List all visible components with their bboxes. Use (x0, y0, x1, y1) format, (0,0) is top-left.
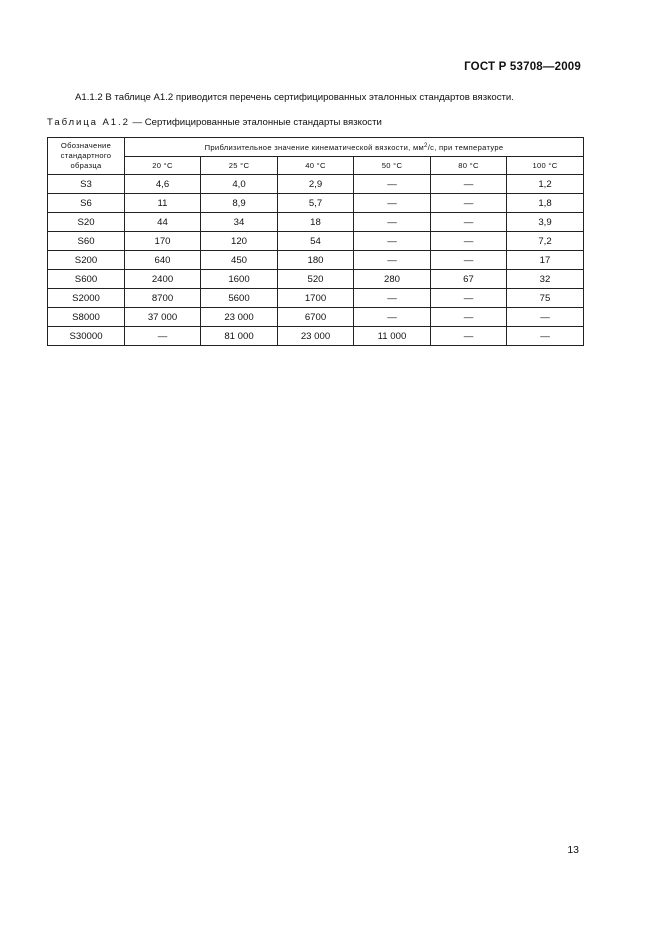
viscosity-value-cell: 2,9 (278, 175, 354, 194)
sample-name-cell: S3 (48, 175, 125, 194)
viscosity-value-cell: 4,0 (201, 175, 278, 194)
viscosity-value-cell: 280 (354, 270, 431, 289)
page-number: 13 (567, 844, 579, 856)
viscosity-value-cell: — (125, 327, 201, 346)
sample-name-cell: S200 (48, 251, 125, 270)
temperature-header: 100 °С (507, 157, 584, 175)
table-row (48, 213, 584, 232)
viscosity-value-cell: — (431, 194, 507, 213)
viscosity-value-cell: 1,2 (507, 175, 584, 194)
table-caption (47, 117, 382, 128)
viscosity-value-cell: — (431, 213, 507, 232)
table-caption-label: Таблица А1.2 (47, 117, 130, 128)
viscosity-value-cell: — (354, 232, 431, 251)
viscosity-value-cell: 520 (278, 270, 354, 289)
viscosity-value-cell: — (354, 251, 431, 270)
viscosity-value-cell: — (431, 327, 507, 346)
sample-name-cell: S60 (48, 232, 125, 251)
sample-designation-header (48, 138, 125, 175)
viscosity-value-cell: 32 (507, 270, 584, 289)
viscosity-value-cell: 7,2 (507, 232, 584, 251)
viscosity-value-cell: — (354, 175, 431, 194)
table-row (48, 270, 584, 289)
viscosity-value-cell: — (431, 251, 507, 270)
viscosity-value-cell: 23 000 (201, 308, 278, 327)
viscosity-value-cell: — (431, 232, 507, 251)
viscosity-value-cell: 67 (431, 270, 507, 289)
viscosity-value-cell: 17 (507, 251, 584, 270)
viscosity-value-cell: 75 (507, 289, 584, 308)
viscosity-standards-table (47, 137, 584, 346)
group-header-text-end: /с, при температуре (427, 142, 504, 152)
table-caption-title: — Сертифицированные эталонные стандарты вязкости (129, 117, 382, 128)
temperature-header: 80 °С (431, 157, 507, 175)
viscosity-value-cell: 1700 (278, 289, 354, 308)
sample-name-cell: S30000 (48, 327, 125, 346)
viscosity-value-cell: 1,8 (507, 194, 584, 213)
viscosity-value-cell: — (507, 327, 584, 346)
viscosity-value-cell: — (354, 213, 431, 232)
viscosity-value-cell: 34 (201, 213, 278, 232)
sample-name-cell: S2000 (48, 289, 125, 308)
sample-name-cell: S600 (48, 270, 125, 289)
viscosity-value-cell: — (354, 194, 431, 213)
viscosity-value-cell: 180 (278, 251, 354, 270)
viscosity-value-cell: — (354, 308, 431, 327)
viscosity-value-cell: 44 (125, 213, 201, 232)
viscosity-value-cell: 8,9 (201, 194, 278, 213)
viscosity-value-cell: — (431, 308, 507, 327)
viscosity-value-cell: — (354, 289, 431, 308)
viscosity-value-cell: 2400 (125, 270, 201, 289)
viscosity-value-cell: — (507, 308, 584, 327)
group-header-text: Приблизительное значение кинематической вязкости, мм (204, 142, 425, 152)
sample-header-line: стандартного (60, 151, 112, 160)
viscosity-value-cell: 5,7 (278, 194, 354, 213)
table-row (48, 194, 584, 213)
viscosity-value-cell: 54 (278, 232, 354, 251)
viscosity-value-cell: 81 000 (201, 327, 278, 346)
viscosity-value-cell: 11 (125, 194, 201, 213)
viscosity-value-cell: — (431, 175, 507, 194)
viscosity-value-cell: 37 000 (125, 308, 201, 327)
viscosity-value-cell: 4,6 (125, 175, 201, 194)
viscosity-value-cell: 11 000 (354, 327, 431, 346)
temperature-header: 40 °С (278, 157, 354, 175)
viscosity-value-cell: 6700 (278, 308, 354, 327)
intro-paragraph: А1.1.2 В таблице А1.2 приводится перечень сертифицированных эталонных стандартов вязкости. (75, 92, 514, 103)
viscosity-value-cell: 5600 (201, 289, 278, 308)
temperature-header: 25 °С (201, 157, 278, 175)
table-row (48, 308, 584, 327)
viscosity-value-cell: 18 (278, 213, 354, 232)
viscosity-value-cell: 1600 (201, 270, 278, 289)
document-code: ГОСТ Р 53708—2009 (464, 61, 581, 73)
sample-header-line: Обозначение (60, 141, 112, 150)
viscosity-value-cell: 450 (201, 251, 278, 270)
sample-header-line: образца (70, 161, 102, 170)
table-row (48, 289, 584, 308)
viscosity-value-cell: 640 (125, 251, 201, 270)
viscosity-value-cell: — (431, 289, 507, 308)
temperature-header: 20 °С (125, 157, 201, 175)
table-row (48, 327, 584, 346)
sample-name-cell: S20 (48, 213, 125, 232)
sample-name-cell: S8000 (48, 308, 125, 327)
viscosity-group-header (125, 138, 584, 157)
table-row (48, 175, 584, 194)
temperature-header: 50 °С (354, 157, 431, 175)
viscosity-value-cell: 120 (201, 232, 278, 251)
viscosity-value-cell: 23 000 (278, 327, 354, 346)
viscosity-value-cell: 3,9 (507, 213, 584, 232)
sample-name-cell: S6 (48, 194, 125, 213)
viscosity-value-cell: 8700 (125, 289, 201, 308)
table-row (48, 251, 584, 270)
viscosity-value-cell: 170 (125, 232, 201, 251)
group-header-superscript: 2 (424, 142, 428, 149)
table-row (48, 232, 584, 251)
